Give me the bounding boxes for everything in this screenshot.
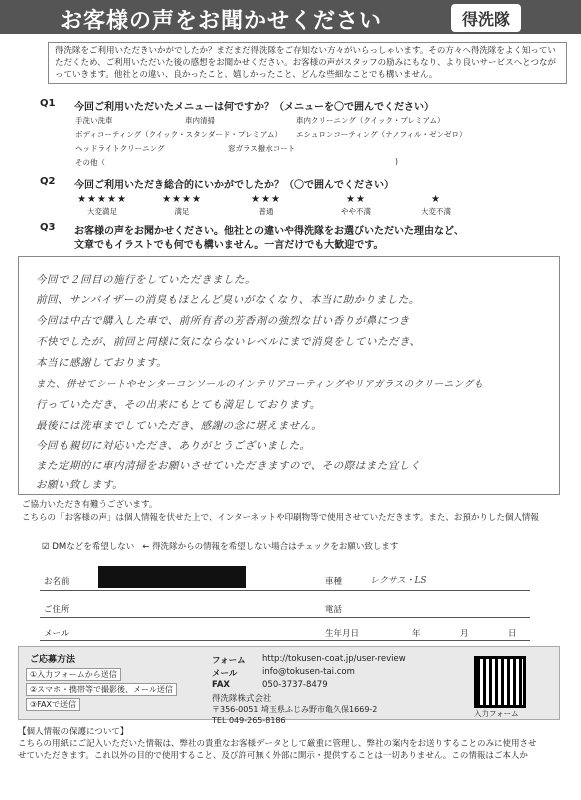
rating-stars[interactable]: ★★★	[251, 194, 281, 205]
rating-stars[interactable]: ★★	[346, 194, 366, 205]
contact-fax-value: 050-3737-8479	[262, 680, 328, 690]
howto-item: ①入力フォームから送信	[26, 668, 121, 681]
q1-question: 今回ご利用いただいたメニューは何ですか？（メニューを〇で囲んでください）	[74, 102, 434, 113]
thanks-line2: こちらの「お客様の声」は個人情報を伏せた上で、インターネットや印刷物等で使用させていただきます。また、お預かりした個人情報	[22, 513, 539, 523]
rating-stars[interactable]: ★★★★★	[77, 194, 127, 205]
thanks-line1: ご協力いただき有難うございます。	[22, 500, 158, 510]
comment-line: また定期的に車内清掃をお願いさせていただきますので、その際はまた宜しく	[36, 460, 421, 472]
menu-item[interactable]: 車内クリーニング（クイック・プレミアム）	[296, 116, 445, 125]
contact-company: 得洗隊株式会社	[212, 694, 272, 704]
year-label: 年	[412, 629, 421, 639]
q2-question: 今回ご利用いただき総合的にいかがでしたか？（〇で囲んでください）	[74, 180, 394, 191]
howto-title: ご応募方法	[30, 655, 76, 665]
q1-label: Q1	[40, 98, 56, 109]
menu-item[interactable]: 車内清掃	[185, 116, 215, 125]
qr-code-icon[interactable]	[474, 656, 526, 708]
privacy-section	[18, 726, 558, 762]
mail-label: メール	[44, 629, 70, 639]
qr-caption: 入力フォーム	[474, 709, 519, 718]
address-label: ご住所	[44, 605, 70, 615]
dm-checkbox[interactable]: ☑	[42, 542, 50, 552]
menu-item[interactable]: ボディコーティング（クイック・スタンダード・プレミアム）	[75, 130, 282, 139]
contact-address: 〒356-0051 埼玉県ふじみ野市亀久保1669-2	[212, 705, 378, 714]
rating-stars[interactable]: ★★★★	[162, 194, 202, 205]
name-label: お名前	[44, 577, 70, 587]
phone-label: 電話	[325, 605, 343, 615]
dm-row	[42, 540, 398, 552]
rating-label: 大変不満	[421, 207, 451, 216]
contact-tel: TEL 049-265-8186	[212, 716, 286, 725]
privacy-line: こちらの用紙にご記入いただいた情報は、弊社の貴重なお客様データとして厳重に管理し、弊社の案内をお送りすることのみに使用させ	[18, 739, 537, 749]
q3-label: Q3	[40, 222, 56, 233]
contact-form-url[interactable]: http://tokusen-coat.jp/user-review	[262, 654, 406, 664]
howto-item: ③FAXで送信	[26, 698, 80, 711]
howto-item: ②スマホ・携帯等で撮影後、メール送信	[26, 683, 177, 696]
page-title: お客様の声をお聞かせください	[60, 9, 383, 34]
privacy-title: 【個人情報の保護について】	[18, 727, 129, 737]
comment-line: 本当に感謝しております。	[36, 357, 168, 369]
q2-label: Q2	[40, 176, 56, 187]
month-label: 月	[460, 629, 469, 639]
menu-item[interactable]: 手洗い洗車	[75, 116, 113, 125]
privacy-line: せていただきます。これ以外の目的で使用すること、及び許可無く外部に開示・提供することは一切ありません。この情報はご本人か	[18, 751, 528, 761]
form-line	[40, 617, 530, 618]
comment-line: お願い致します。	[36, 479, 124, 491]
rating-label: やや不満	[341, 207, 371, 216]
comment-line: 今回で２回目の施行をしていただきました。	[36, 274, 256, 286]
menu-item[interactable]: ヘッドライトクリーニング	[75, 144, 165, 153]
comment-line: 行っていただき、その出来にもとても満足しております。	[36, 399, 321, 411]
car-label: 車種	[325, 577, 343, 587]
comment-line: 今回は中古で購入した車で、前所有者の芳香剤の強烈な甘い香りが鼻につき	[36, 315, 410, 327]
form-line	[40, 640, 530, 641]
rating-label: 大変満足	[87, 207, 117, 216]
comment-line: また、併せてシートやセンターコンソールのインテリアコーティングやリアガラスのクリーニングも	[36, 379, 484, 390]
dm-label: DMなどを希望しない	[52, 542, 135, 552]
comment-line: 前回、サンバイザーの消臭もほとんど臭いがなくなり、本当に助かりました。	[36, 294, 420, 306]
menu-item[interactable]: エシュロンコーティング（ナノフィル・ゼンゼロ）	[296, 130, 467, 139]
contact-mail-value[interactable]: info@tokusen-tai.com	[262, 667, 355, 677]
company-logo: 得洗隊	[451, 4, 521, 32]
dm-note: ← 得洗隊からの情報を希望しない場合はチェックをお願い致します	[142, 542, 399, 552]
car-value[interactable]: レクサス・LS	[370, 576, 427, 586]
redacted-name	[98, 566, 246, 588]
menu-item-other[interactable]: その他（	[75, 158, 105, 167]
q3-question-line2: 文章でもイラストでも何でも構いません。一言だけでも大歓迎です。	[74, 240, 384, 251]
comment-line: 不快でしたが、前回と同様に気にならないレベルにまで消臭をしていただき、	[36, 336, 421, 348]
contact-mail-label: メール	[212, 669, 238, 679]
q3-question-line1: お客様の声をお聞かせください。他社との違いや得洗隊をお選びいただいた理由など、	[74, 226, 464, 237]
form-line	[40, 590, 530, 591]
contact-form-label: フォーム	[212, 656, 246, 666]
menu-item[interactable]: 窓ガラス撥水コート	[228, 144, 296, 153]
menu-item-other-close: )	[395, 157, 398, 166]
comment-line: 最後には洗車までしていただき、感謝の念に堪えません。	[36, 420, 323, 432]
intro-text: 得洗隊をご利用いただきいかがでしたか？まだまだ得洗隊をご存知ない方々がいらっしゃいます。その方々へ得洗隊をよく知っていただくため、ご利用いただいた後の感想をお聞かせください。お客様の声がスタッフの励みにもなり、より良いサービスへとつながっていきます。他社との違い、良かったこと、嬉しかったこと、どんな些細なことでも構いません。	[48, 42, 567, 84]
day-label: 日	[508, 629, 517, 639]
rating-stars[interactable]: ★	[431, 194, 441, 205]
rating-label: 普通	[258, 207, 274, 216]
contact-fax-label: FAX	[212, 680, 230, 690]
comment-line: 今回も親切に対応いただき、ありがとうございました。	[36, 440, 311, 452]
rating-label: 満足	[174, 207, 190, 216]
birth-label: 生年月日	[325, 629, 360, 639]
